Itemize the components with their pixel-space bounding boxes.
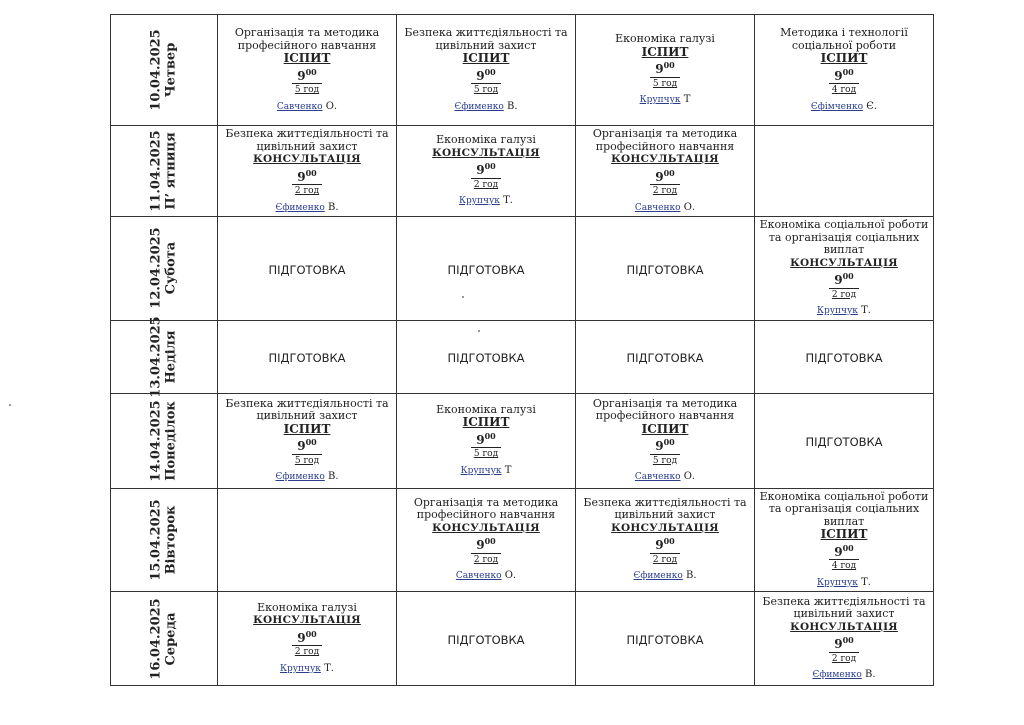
- duration-hours: 5 год: [650, 454, 680, 468]
- subject-name: Безпека життєдіяльності та цивільний захист: [404, 26, 568, 52]
- day-date: 11.04.2025: [148, 130, 164, 212]
- start-time: [222, 167, 392, 184]
- schedule-cell: [397, 15, 576, 126]
- subject-name: Безпека життєдіяльності та цивільний захист: [762, 594, 926, 620]
- start-hour: 9: [297, 439, 306, 453]
- schedule-cell: [397, 217, 576, 321]
- duration-hours: 2 год: [292, 645, 322, 659]
- teacher-surname: Савченко: [634, 202, 681, 213]
- teacher: [222, 202, 392, 215]
- consultation-label: КОНСУЛЬТАЦІЯ: [253, 153, 361, 165]
- teacher: [401, 101, 571, 114]
- teacher: [580, 471, 750, 484]
- subject-name: Організація та методика професійного навчання: [592, 127, 738, 153]
- day-label-rotated: [149, 598, 179, 679]
- day-date: 14.04.2025: [148, 399, 164, 482]
- schedule-cell: [397, 592, 576, 686]
- start-time: [759, 634, 929, 651]
- teacher-initial: В.: [327, 471, 339, 482]
- session-block: [755, 594, 933, 684]
- teacher-surname: Єфименко: [275, 202, 325, 213]
- schedule-cell: [576, 488, 755, 592]
- start-hour: 9: [476, 163, 485, 178]
- start-hour: 9: [834, 68, 843, 83]
- teacher-initial: Т: [504, 464, 512, 476]
- start-minutes: 00: [842, 635, 854, 645]
- teacher: [222, 471, 392, 484]
- start-minutes: 00: [305, 437, 317, 447]
- start-hour: 9: [476, 68, 485, 83]
- teacher-initial: Т.: [861, 305, 871, 316]
- subject-name: Економіка галузі: [436, 402, 536, 416]
- session-block: [576, 495, 754, 585]
- teacher: [401, 570, 571, 583]
- exam-label: ІСПИТ: [820, 527, 868, 541]
- duration-hours: 2 год: [650, 553, 680, 567]
- exam-label: ІСПИТ: [462, 51, 510, 65]
- duration-hours: 5 год: [471, 83, 501, 97]
- preparation-label: ПІДГОТОВКА: [805, 351, 883, 365]
- start-minutes: 00: [484, 430, 496, 441]
- start-minutes: 00: [663, 167, 675, 178]
- teacher: [759, 669, 929, 682]
- teacher: [401, 465, 571, 478]
- day-cell: [111, 393, 218, 488]
- start-time: [580, 436, 750, 453]
- subject-name: Організація та методика професійного навчання: [413, 495, 559, 522]
- exam-label: ІСПИТ: [283, 51, 331, 65]
- start-minutes: 00: [484, 161, 496, 172]
- teacher-surname: Савченко: [634, 472, 681, 482]
- exam-schedule-table: [110, 14, 934, 686]
- start-time: [759, 66, 929, 83]
- start-time: [222, 436, 392, 453]
- day-label: [111, 218, 217, 318]
- schedule-cell: [397, 488, 576, 592]
- exam-label: ІСПИТ: [283, 421, 331, 436]
- subject-name: Економіка галузі: [257, 600, 357, 614]
- preparation-label: ПІДГОТОВКА: [626, 633, 704, 647]
- teacher-surname: Єфімченко: [810, 101, 864, 112]
- duration-hours: 2 год: [829, 652, 859, 666]
- duration-hours: 2 год: [829, 288, 859, 302]
- teacher: [580, 202, 750, 215]
- day-cell: [111, 592, 218, 686]
- subject-name: Економіка галузі: [615, 32, 715, 46]
- schedule-row: [111, 15, 934, 126]
- session-block: [755, 489, 933, 592]
- day-date: 10.04.2025: [148, 29, 164, 111]
- subject-name: Економіка галузі: [436, 133, 536, 147]
- start-hour: 9: [655, 538, 664, 553]
- schedule-cell: [755, 592, 934, 686]
- teacher: [580, 570, 750, 583]
- duration-hours: 2 год: [471, 178, 501, 192]
- session-block: [397, 132, 575, 210]
- day-cell: [111, 488, 218, 592]
- preparation-label: ПІДГОТОВКА: [447, 262, 525, 277]
- start-hour: 9: [834, 637, 843, 651]
- schedule-cell: [397, 320, 576, 393]
- teacher-surname: Єфименко: [454, 101, 504, 112]
- start-minutes: 00: [484, 536, 496, 547]
- scan-speck: [462, 296, 464, 298]
- day-cell: [111, 126, 218, 217]
- start-time: [222, 628, 392, 645]
- start-minutes: 00: [842, 66, 854, 77]
- day-label: [111, 15, 217, 125]
- exam-label: ІСПИТ: [641, 44, 689, 59]
- subject-name: Економіка соціальної роботи та організація соціальних виплат: [759, 218, 929, 256]
- session-block: [218, 25, 396, 115]
- schedule-cell: [576, 217, 755, 321]
- start-time: [401, 535, 571, 552]
- schedule-row: [111, 488, 934, 592]
- teacher-initial: Є.: [866, 100, 878, 112]
- schedule-cell: [576, 320, 755, 393]
- day-label: [111, 493, 217, 586]
- day-label: [111, 394, 217, 488]
- start-hour: 9: [297, 169, 306, 184]
- day-cell: [111, 15, 218, 126]
- day-label-rotated: [149, 400, 179, 481]
- start-time: [580, 59, 750, 76]
- schedule-cell: [755, 393, 934, 488]
- subject-name: Безпека життєдіяльності та цивільний захист: [225, 396, 389, 422]
- schedule-cell: [397, 393, 576, 488]
- preparation-label: ПІДГОТОВКА: [805, 435, 883, 449]
- day-label-rotated: [149, 228, 179, 309]
- start-time: [759, 542, 929, 559]
- day-weekday: П’ ятниця: [163, 132, 179, 210]
- schedule-cell: [576, 15, 755, 126]
- schedule-cell: [755, 126, 934, 217]
- preparation-label: ПІДГОТОВКА: [447, 351, 525, 365]
- day-label: [111, 315, 217, 398]
- session-block: [755, 25, 933, 115]
- teacher-surname: Єфименко: [275, 472, 325, 482]
- start-hour: 9: [476, 432, 485, 447]
- start-hour: 9: [834, 273, 843, 287]
- day-label-rotated: [149, 499, 179, 580]
- start-time: [401, 430, 571, 447]
- teacher-initial: Т.: [324, 662, 334, 674]
- session-block: [576, 126, 754, 216]
- teacher: [759, 305, 929, 318]
- subject-name: Організація та методика професійного навчання: [234, 26, 380, 52]
- preparation-label: ПІДГОТОВКА: [268, 262, 346, 277]
- duration-hours: 2 год: [292, 184, 322, 198]
- subject-name: Економіка соціальної роботи та організація соціальних виплат: [759, 489, 929, 528]
- start-time: [401, 66, 571, 83]
- day-cell: [111, 315, 218, 398]
- schedule-cell: [218, 15, 397, 126]
- schedule-body: [111, 15, 934, 686]
- day-label: [111, 592, 217, 685]
- schedule-row: [111, 126, 934, 217]
- start-minutes: 00: [842, 271, 854, 281]
- start-hour: 9: [297, 68, 306, 83]
- session-block: [218, 396, 396, 486]
- duration-hours: 4 год: [829, 83, 859, 97]
- day-weekday: Субота: [163, 242, 179, 295]
- session-block: [755, 217, 933, 320]
- preparation-label: ПІДГОТОВКА: [626, 262, 704, 277]
- teacher-surname: Савченко: [455, 571, 502, 582]
- schedule-cell: [397, 126, 576, 217]
- schedule-cell: [218, 320, 397, 393]
- consultation-label: КОНСУЛЬТАЦІЯ: [432, 146, 540, 159]
- start-time: [580, 535, 750, 552]
- duration-hours: 5 год: [650, 77, 680, 91]
- schedule-cell: [218, 126, 397, 217]
- day-weekday: Середа: [163, 611, 179, 666]
- start-minutes: 00: [663, 60, 675, 71]
- teacher-surname: Крупчук: [817, 306, 858, 316]
- day-label-rotated: [149, 130, 179, 211]
- teacher-initial: О.: [683, 471, 696, 482]
- session-block: [397, 402, 575, 480]
- day-label-rotated: [149, 316, 179, 397]
- start-time: [759, 270, 929, 287]
- consultation-label: КОНСУЛЬТАЦІЯ: [253, 614, 361, 627]
- start-time: [580, 167, 750, 184]
- session-block: [397, 495, 575, 585]
- teacher: [759, 577, 929, 590]
- schedule-cell: [218, 488, 397, 592]
- teacher-initial: Т.: [861, 576, 871, 588]
- start-hour: 9: [834, 544, 843, 559]
- day-date: 13.04.2025: [148, 315, 164, 398]
- teacher-initial: В.: [685, 570, 697, 582]
- schedule-row: [111, 320, 934, 393]
- schedule-cell: [755, 217, 934, 321]
- teacher-initial: Т: [683, 94, 691, 106]
- subject-name: Організація та методика професійного навчання: [592, 396, 738, 422]
- scan-speck: [9, 404, 11, 406]
- start-minutes: 00: [663, 536, 675, 547]
- schedule-cell: [218, 592, 397, 686]
- duration-hours: 4 год: [829, 559, 859, 573]
- schedule-row: [111, 592, 934, 686]
- start-hour: 9: [655, 439, 664, 453]
- start-minutes: 00: [484, 66, 496, 77]
- teacher-surname: Єфименко: [633, 571, 683, 582]
- subject-name: Безпека життєдіяльності та цивільний захист: [583, 495, 747, 522]
- day-label: [111, 129, 217, 214]
- day-cell: [111, 217, 218, 321]
- start-time: [222, 66, 392, 83]
- session-block: [576, 31, 754, 109]
- duration-hours: 2 год: [650, 184, 680, 198]
- subject-name: Безпека життєдіяльності та цивільний захист: [225, 127, 389, 153]
- start-hour: 9: [655, 169, 664, 184]
- consultation-label: КОНСУЛЬТАЦІЯ: [611, 521, 719, 534]
- day-weekday: Четвер: [163, 42, 179, 98]
- start-minutes: 00: [305, 66, 317, 77]
- scan-speck: [478, 330, 480, 332]
- exam-label: ІСПИТ: [641, 421, 689, 436]
- session-block: [218, 600, 396, 678]
- schedule-row: [111, 393, 934, 488]
- start-time: [401, 160, 571, 177]
- session-block: [397, 25, 575, 115]
- start-minutes: 00: [842, 542, 854, 553]
- schedule-cell: [755, 320, 934, 393]
- teacher: [222, 101, 392, 114]
- exam-label: ІСПИТ: [462, 415, 510, 430]
- schedule-cell: [576, 126, 755, 217]
- subject-name: Методика і технології соціальної роботи: [780, 26, 908, 52]
- schedule-cell: [576, 393, 755, 488]
- teacher-initial: О.: [325, 100, 338, 112]
- duration-hours: 5 год: [292, 454, 322, 468]
- day-weekday: Понеділок: [163, 400, 179, 481]
- day-weekday: Неділя: [163, 330, 179, 383]
- teacher-initial: О.: [683, 201, 696, 213]
- day-date: 16.04.2025: [148, 597, 164, 680]
- preparation-label: ПІДГОТОВКА: [626, 351, 704, 365]
- duration-hours: 5 год: [471, 447, 501, 461]
- schedule-cell: [755, 15, 934, 126]
- teacher-surname: Крупчук: [460, 465, 502, 476]
- teacher: [222, 663, 392, 676]
- teacher-surname: Крупчук: [459, 196, 500, 207]
- teacher-initial: О.: [504, 570, 517, 582]
- schedule-cell: [755, 488, 934, 592]
- teacher-initial: Т.: [503, 195, 513, 207]
- start-minutes: 00: [305, 167, 317, 178]
- teacher-surname: Крупчук: [280, 663, 321, 674]
- teacher: [401, 195, 571, 208]
- consultation-label: КОНСУЛЬТАЦІЯ: [432, 521, 540, 534]
- day-weekday: Вівторок: [163, 505, 179, 575]
- teacher-surname: Крупчук: [639, 95, 681, 106]
- schedule-cell: [218, 393, 397, 488]
- consultation-label: КОНСУЛЬТАЦІЯ: [790, 256, 898, 269]
- teacher: [580, 94, 750, 107]
- teacher: [759, 101, 929, 114]
- consultation-label: КОНСУЛЬТАЦІЯ: [611, 153, 719, 165]
- schedule-cell: [218, 217, 397, 321]
- duration-hours: 2 год: [471, 553, 501, 567]
- teacher-surname: Крупчук: [817, 577, 858, 588]
- schedule-row: [111, 217, 934, 321]
- exam-label: ІСПИТ: [820, 51, 868, 65]
- teacher-initial: В.: [506, 100, 518, 112]
- day-date: 15.04.2025: [148, 499, 164, 581]
- start-minutes: 00: [663, 437, 675, 447]
- day-date: 12.04.2025: [148, 227, 164, 309]
- teacher-surname: Єфименко: [812, 670, 862, 680]
- teacher-initial: В.: [864, 669, 876, 680]
- start-hour: 9: [297, 630, 306, 645]
- schedule-cell: [576, 592, 755, 686]
- start-minutes: 00: [305, 628, 317, 639]
- session-block: [576, 396, 754, 486]
- preparation-label: ПІДГОТОВКА: [447, 633, 525, 647]
- teacher-initial: В.: [327, 201, 339, 213]
- consultation-label: КОНСУЛЬТАЦІЯ: [790, 620, 898, 633]
- duration-hours: 5 год: [292, 83, 322, 97]
- session-block: [218, 126, 396, 216]
- teacher-surname: Савченко: [276, 101, 323, 112]
- start-hour: 9: [655, 62, 664, 77]
- start-hour: 9: [476, 538, 485, 553]
- day-label-rotated: [149, 29, 179, 110]
- preparation-label: ПІДГОТОВКА: [268, 351, 346, 365]
